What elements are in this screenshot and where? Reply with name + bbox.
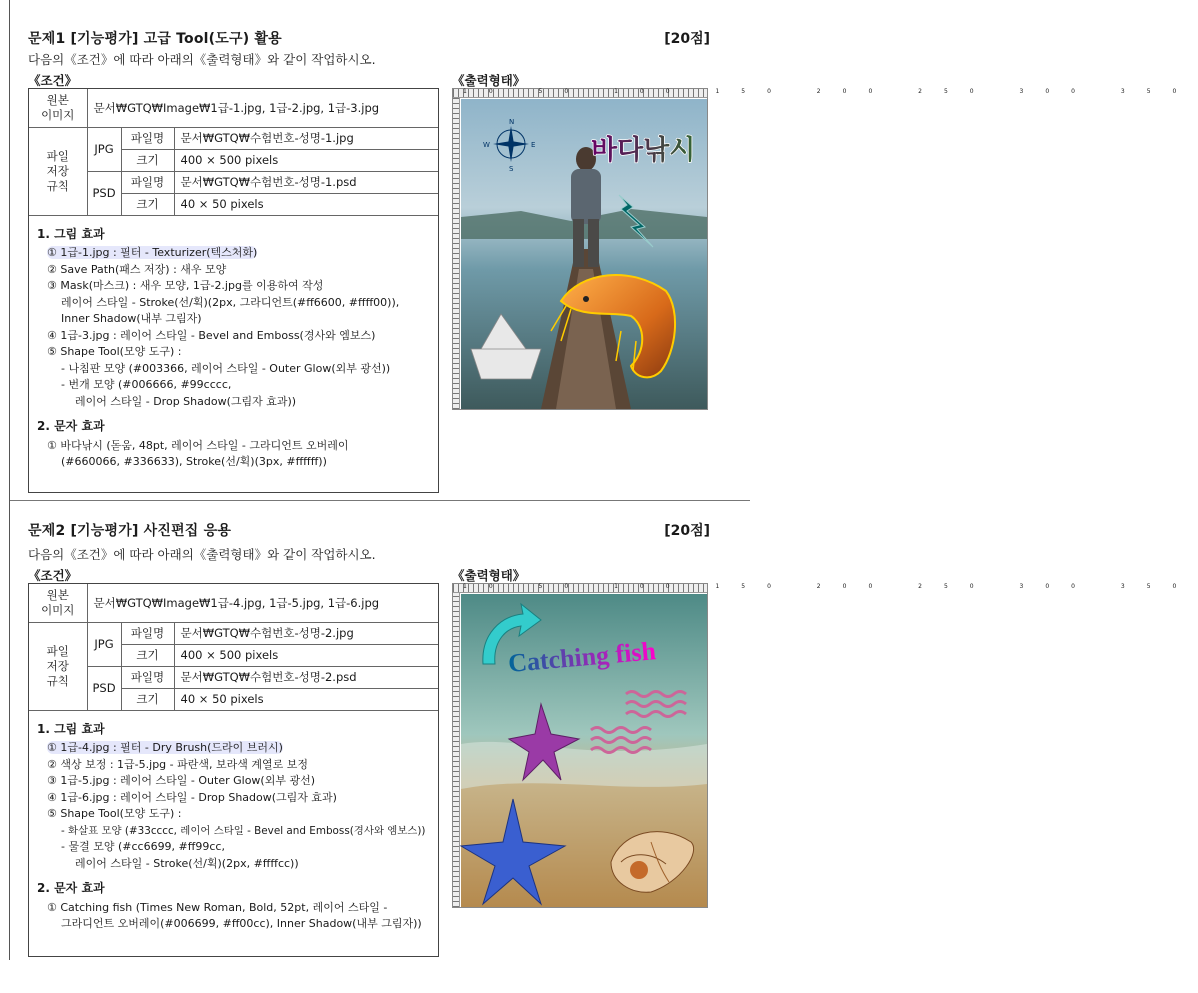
- source-image-value: 문서₩GTQ₩Image₩1급-4.jpg, 1급-5.jpg, 1급-6.jpg: [87, 584, 438, 622]
- svg-text:S: S: [509, 165, 514, 173]
- psd-size-label: 크기: [121, 193, 174, 215]
- effect-item: ⑤ Shape Tool(모양 도구) :: [47, 345, 182, 358]
- source-image-label: 원본 이미지: [29, 89, 87, 127]
- jpg-size-value: 400 × 500 pixels: [174, 149, 438, 171]
- effect-item: ① 1급-1.jpg : 필터 - Texturizer(텍스처화): [47, 246, 258, 259]
- psd-size-value: 40 × 50 pixels: [174, 193, 438, 215]
- q2-header: [28, 520, 710, 540]
- q1-output-image: [452, 88, 1198, 410]
- effect-item: Inner Shadow(내부 그림자): [61, 312, 202, 325]
- ruler-top: 10 50 100 150 200 250 300 350: [453, 584, 707, 593]
- effect-item: ③ Mask(마스크) : 새우 모양, 1급-2.jpg를 이용하여 작성: [47, 279, 324, 292]
- text-effect-item: 그라디언트 오버레이(#006699, #ff00cc), Inner Shadow(내부 그림자)): [61, 917, 422, 930]
- q2-output-label: 《출력형태》: [452, 568, 526, 583]
- jpg-label: JPG: [87, 127, 121, 171]
- psd-label: PSD: [87, 666, 121, 710]
- effect-item: ② Save Path(패스 저장) : 새우 모양: [47, 262, 227, 276]
- q2-instruction: 다음의《조건》에 따라 아래의《출력형태》와 같이 작업하시오.: [28, 547, 376, 562]
- q1-header: [28, 28, 710, 48]
- effect-item: ② 색상 보정 : 1급-5.jpg - 파란색, 보라색 계열로 보정: [47, 757, 309, 771]
- effect-item: ④ 1급-3.jpg : 레이어 스타일 - Bevel and Emboss(경사와 엠보스): [47, 328, 376, 342]
- q1-title: 문제1 [기능평가] 고급 Tool(도구) 활용: [28, 31, 282, 47]
- psd-filename-value: 문서₩GTQ₩수험번호-성명-2.psd: [174, 666, 438, 688]
- psd-size-label: 크기: [121, 688, 174, 710]
- left-border-top: [9, 0, 10, 500]
- text-effect-item: (#660066, #336633), Stroke(선/획)(3px, #ffffff)): [61, 455, 327, 468]
- section-divider: [9, 500, 750, 501]
- catching-fish-illustration: [461, 594, 707, 907]
- text-effects-heading: 2. 문자 효과: [37, 881, 105, 895]
- svg-text:W: W: [483, 141, 490, 149]
- ruler-top: 10 50 100 150 200 250 300 350: [453, 89, 707, 98]
- image-effects-heading: 1. 그림 효과: [37, 226, 105, 241]
- text-effect-item: ① 바다낚시 (돋움, 48pt, 레이어 스타일 - 그라디언트 오버레이: [47, 438, 349, 452]
- effect-item: ⑤ Shape Tool(모양 도구) :: [47, 807, 182, 820]
- psd-size-value: 40 × 50 pixels: [174, 688, 438, 710]
- catching-fish-title: Catching fish: [506, 636, 658, 678]
- effect-item: 레이어 스타일 - Stroke(선/획)(2px, 그라디언트(#ff6600, #ffff00)),: [61, 295, 400, 309]
- effect-item: 레이어 스타일 - Stroke(선/획)(2px, #ffffcc)): [75, 856, 299, 870]
- q1-conditions-label: 《조건》: [28, 73, 78, 88]
- source-image-label: 원본 이미지: [29, 584, 87, 622]
- effect-item: ④ 1급-6.jpg : 레이어 스타일 - Drop Shadow(그림자 효과): [47, 790, 337, 804]
- text-effect-item: ① Catching fish (Times New Roman, Bold, 52pt, 레이어 스타일 -: [47, 900, 388, 914]
- catching-fish-artwork: [461, 594, 705, 905]
- effect-item: - 화살표 모양 (#33cccc, 레이어 스타일 - Bevel and Emboss(경사와 엠보스)): [61, 824, 426, 837]
- ruler-left: [453, 98, 460, 409]
- jpg-filename-value: 문서₩GTQ₩수험번호-성명-1.jpg: [174, 127, 438, 149]
- jpg-filename-label: 파일명: [121, 622, 174, 644]
- q1-score: [20점]: [664, 31, 710, 47]
- q1-effects: [29, 216, 438, 477]
- jpg-filename-label: 파일명: [121, 127, 174, 149]
- effect-item: - 나침판 모양 (#003366, 레이어 스타일 - Outer Glow(외부 광선)): [61, 361, 391, 375]
- effect-item: ① 1급-4.jpg : 필터 - Dry Brush(드라이 브러시): [47, 741, 283, 754]
- psd-filename-label: 파일명: [121, 666, 174, 688]
- sea-fishing-artwork: [461, 99, 705, 407]
- image-effects-heading: 1. 그림 효과: [37, 721, 105, 736]
- q2-conditions-label: 《조건》: [28, 568, 78, 583]
- effect-item: - 물결 모양 (#cc6699, #ff99cc,: [61, 840, 225, 853]
- q1-output-label: 《출력형태》: [452, 73, 526, 88]
- save-rule-label: 파일 저장 규칙: [29, 127, 87, 215]
- jpg-filename-value: 문서₩GTQ₩수험번호-성명-2.jpg: [174, 622, 438, 644]
- q1-conditions-table: [29, 89, 438, 216]
- jpg-label: JPG: [87, 622, 121, 666]
- q1-conditions-box: [28, 88, 439, 493]
- q2-conditions-table: [29, 584, 438, 711]
- text-effects-heading: 2. 문자 효과: [37, 419, 105, 433]
- psd-label: PSD: [87, 171, 121, 215]
- jpg-size-label: 크기: [121, 149, 174, 171]
- jpg-size-value: 400 × 500 pixels: [174, 644, 438, 666]
- ruler-left: [453, 593, 460, 907]
- q1-instruction: 다음의《조건》에 따라 아래의《출력형태》와 같이 작업하시오.: [28, 52, 376, 67]
- sea-fishing-title: 바다낚시: [591, 135, 696, 166]
- jpg-size-label: 크기: [121, 644, 174, 666]
- q2-score: [20점]: [664, 523, 710, 539]
- effect-item: - 번개 모양 (#006666, #99cccc,: [61, 378, 232, 391]
- q2-effects: [29, 711, 438, 939]
- left-border-bottom: [9, 500, 10, 960]
- q2-output-image: [452, 583, 1198, 908]
- psd-filename-label: 파일명: [121, 171, 174, 193]
- source-image-value: 문서₩GTQ₩Image₩1급-1.jpg, 1급-2.jpg, 1급-3.jpg: [87, 89, 438, 127]
- q2-conditions-box: [28, 583, 439, 957]
- effect-item: 레이어 스타일 - Drop Shadow(그림자 효과)): [75, 394, 297, 408]
- q2-title: 문제2 [기능평가] 사진편집 응용: [28, 523, 232, 539]
- sea-fishing-illustration: [461, 99, 707, 409]
- save-rule-label: 파일 저장 규칙: [29, 622, 87, 710]
- svg-text:N: N: [509, 118, 515, 126]
- effect-item: ③ 1급-5.jpg : 레이어 스타일 - Outer Glow(외부 광선): [47, 774, 316, 787]
- psd-filename-value: 문서₩GTQ₩수험번호-성명-1.psd: [174, 171, 438, 193]
- svg-text:E: E: [531, 141, 536, 149]
